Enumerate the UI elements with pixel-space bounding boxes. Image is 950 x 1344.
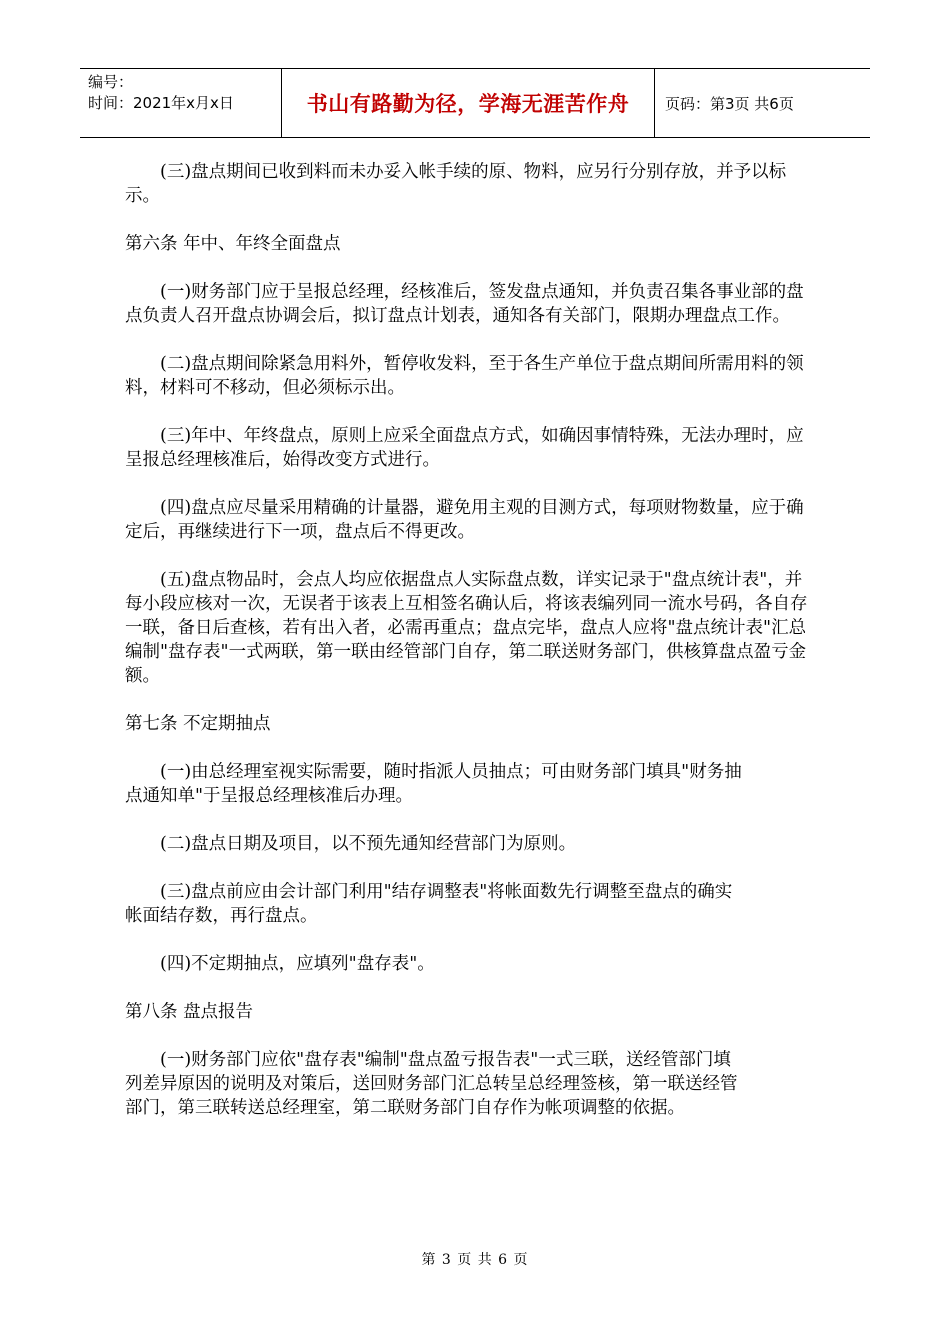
article-heading: 第六条 年中、年终全面盘点 (125, 234, 341, 254)
paragraph: (一)财务部门应依"盘存表"编制"盘点盈亏报告表"一式三联，送经管部门填列差异原因的说明及对策后，送回财务部门汇总转呈总经理签核，第一联送经管部门，第三联转送总经理室，第二联财务部门自存作为帐项调整的依据。 (125, 1050, 738, 1118)
paragraph: (一)财务部门应于呈报总经理，经核准后，签发盘点通知，并负责召集各事业部的盘点负责人召开盘点协调会后，拟订盘点计划表，通知各有关部门，限期办理盘点工作。 (125, 282, 804, 326)
header-page-info: 页码：第3页 共6页 (665, 94, 794, 113)
paragraph: (五)盘点物品时，会点人均应依据盘点人实际盘点数，详实记录于"盘点统计表"，并每小段应核对一次，无误者于该表上互相签名确认后，将该表编列同一流水号码，各自存一联，备日后查核，若有出入者，必需再重点；盘点完毕，盘点人应将"盘点统计表"汇总编制"盘存表"一式两联，第一联由经管部门自存，第二联送财务部门，供核算盘点盈亏金额。 (125, 570, 808, 686)
doc-number-label: 编号： (88, 73, 134, 91)
paragraph: (三)盘点前应由会计部门利用"结存调整表"将帐面数先行调整至盘点的确实帐面结存数，再行盘点。 (125, 882, 733, 926)
doc-time-label: 时间：2021年x月x日 (88, 94, 234, 112)
header-meta (80, 69, 282, 137)
paragraph: (二)盘点期间除紧急用料外，暂停收发料，至于各生产单位于盘点期间所需用料的领料，材料可不移动，但必须标示出。 (125, 354, 804, 398)
page-footer: 第 3 页 共 6 页 (421, 1252, 529, 1268)
header-motto: 书山有路勤为径，学海无涯苦作舟 (282, 69, 655, 137)
paragraph: (三)盘点期间已收到料而未办妥入帐手续的原、物料，应另行分别存放，并予以标示。 (125, 162, 787, 206)
paragraph: (三)年中、年终盘点，原则上应采全面盘点方式，如确因事情特殊，无法办理时，应呈报总经理核准后，始得改变方式进行。 (125, 426, 804, 470)
paragraph: (四)盘点应尽量采用精确的计量器，避免用主观的目测方式，每项财物数量，应于确定后，再继续进行下一项，盘点后不得更改。 (125, 498, 804, 542)
article-heading: 第八条 盘点报告 (125, 1002, 254, 1022)
paragraph: (一)由总经理室视实际需要，随时指派人员抽点；可由财务部门填具"财务抽点通知单"于呈报总经理核准后办理。 (125, 762, 742, 806)
document-body (125, 160, 815, 1120)
page-header (80, 68, 870, 138)
paragraph: (二)盘点日期及项目，以不预先通知经营部门为原则。 (160, 834, 577, 854)
article-heading: 第七条 不定期抽点 (125, 714, 271, 734)
paragraph: (四)不定期抽点，应填列"盘存表"。 (160, 954, 435, 974)
